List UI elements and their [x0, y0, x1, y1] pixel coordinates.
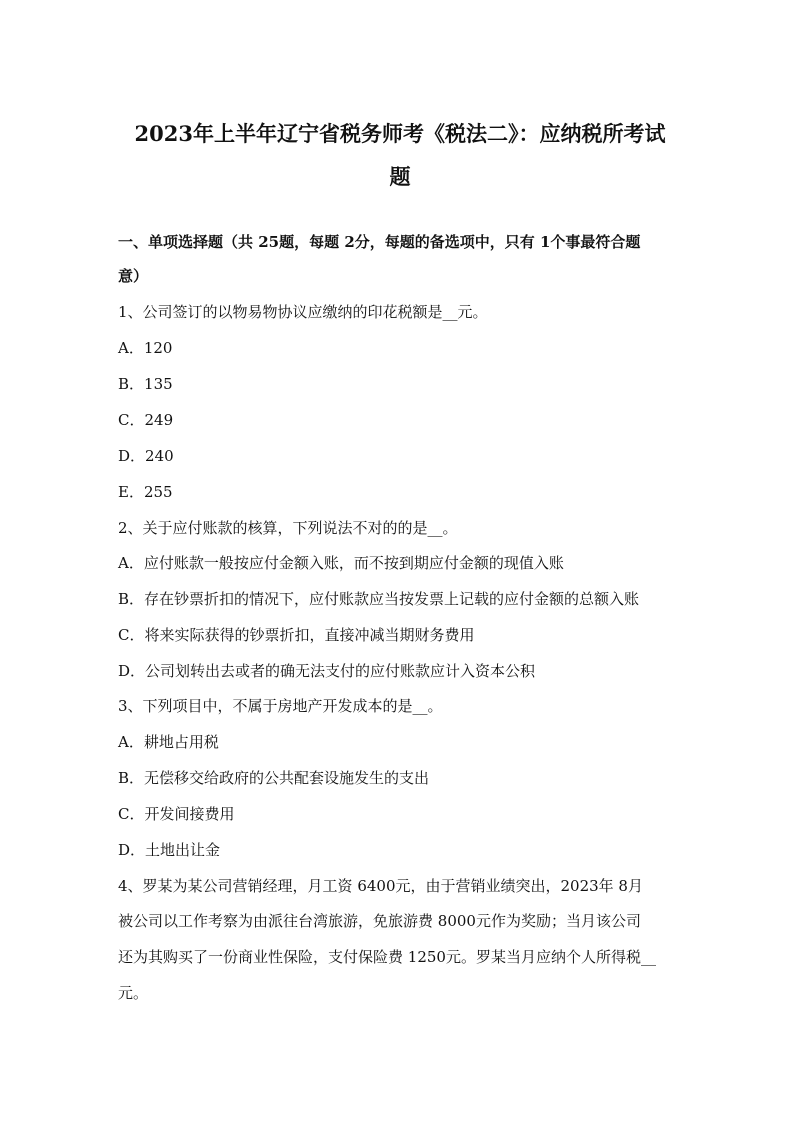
question-2-option-c: C．将来实际获得的钞票折扣，直接冲减当期财务费用 — [118, 626, 475, 644]
question-4-stem-line-4: 元。 — [118, 984, 149, 1002]
section-heading-line-2: 意） — [118, 267, 149, 285]
question-3-stem: 3、下列项目中，不属于房地产开发成本的是__。 — [118, 697, 443, 715]
question-3-option-a: A．耕地占用税 — [118, 733, 219, 751]
question-2-stem: 2、关于应付账款的核算，下列说法不对的的是__。 — [118, 519, 458, 537]
question-3-option-b: B．无偿移交给政府的公共配套设施发生的支出 — [118, 769, 430, 787]
question-2-option-a: A．应付账款一般按应付金额入账，而不按到期应付金额的现值入账 — [118, 554, 564, 572]
question-3-option-d: D．土地出让金 — [118, 841, 221, 859]
document-title-line-2: 题 — [389, 164, 411, 189]
question-4-stem-line-1: 4、罗某为某公司营销经理，月工资 6400元，由于营销业绩突出，2023年 8月 — [118, 877, 643, 895]
question-1-option-b: B．135 — [118, 375, 173, 393]
question-1-stem: 1、公司签订的以物易物协议应缴纳的印花税额是__元。 — [118, 303, 488, 321]
document-title-line-1: 2023年上半年辽宁省税务师考《税法二》：应纳税所考试 — [134, 121, 666, 146]
question-1-option-c: C．249 — [118, 411, 174, 429]
question-2-option-d: D．公司划转出去或者的确无法支付的应付账款应计入资本公积 — [118, 662, 536, 680]
question-4-stem-line-3: 还为其购买了一份商业性保险，支付保险费 1250元。罗某当月应纳个人所得税__ — [118, 948, 656, 966]
question-1-option-e: E．255 — [118, 483, 173, 501]
question-4-stem-line-2: 被公司以工作考察为由派往台湾旅游，免旅游费 8000元作为奖励；当月该公司 — [118, 912, 641, 930]
question-1-option-d: D．240 — [118, 447, 174, 465]
question-1-option-a: A．120 — [118, 339, 173, 357]
section-heading-line-1: 一、单项选择题（共 25题，每题 2分，每题的备选项中，只有 1个事最符合题 — [118, 233, 641, 251]
question-3-option-c: C．开发间接费用 — [118, 805, 235, 823]
question-2-option-b: B．存在钞票折扣的情况下，应付账款应当按发票上记载的应付金额的总额入账 — [118, 590, 640, 608]
